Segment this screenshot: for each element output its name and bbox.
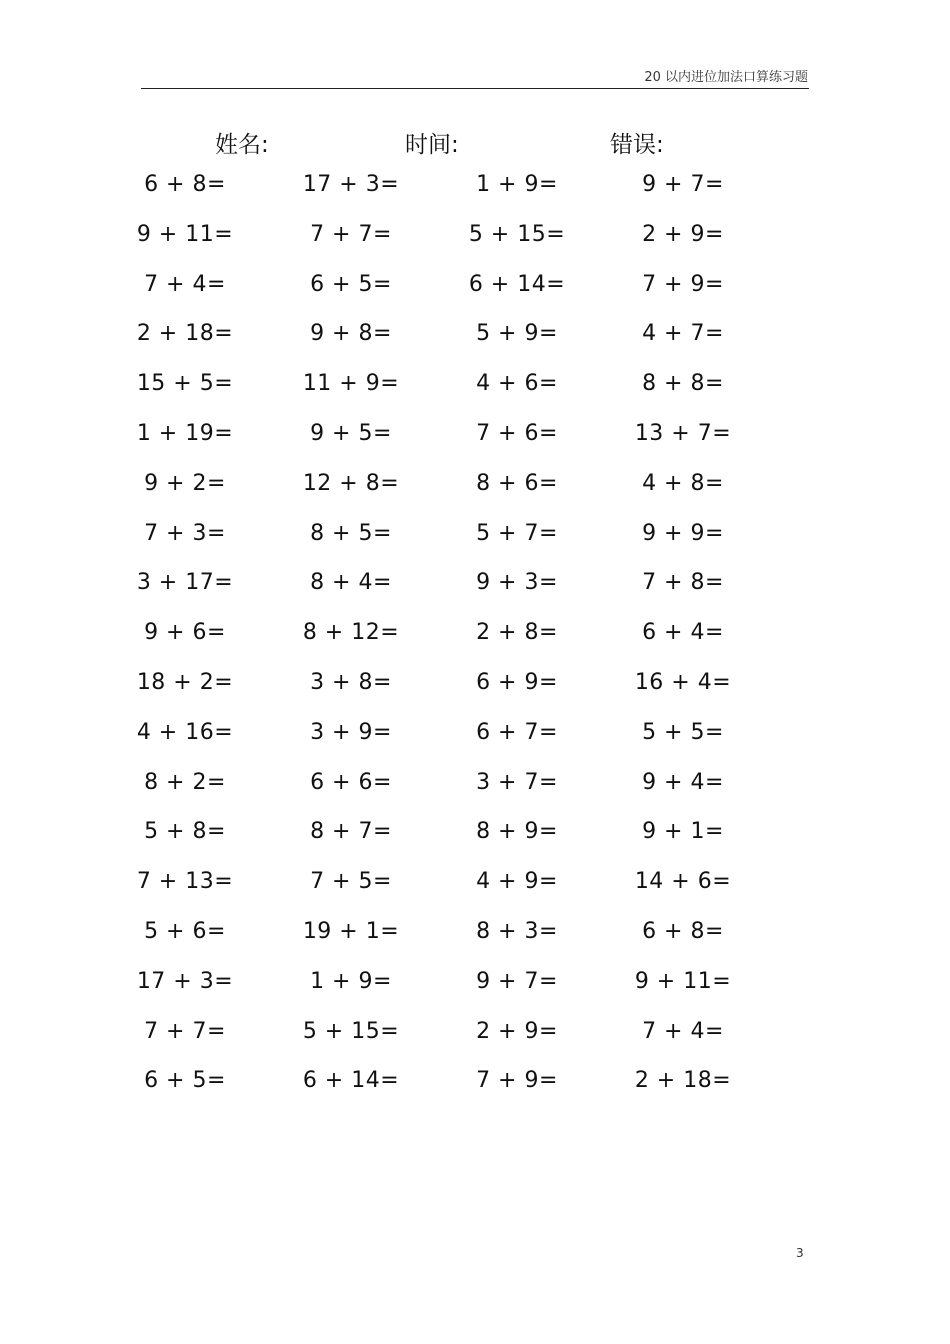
- addition-problem: 6 + 6=: [310, 769, 392, 795]
- problem-row: [0, 720, 950, 770]
- addition-problem: 8 + 2=: [144, 769, 226, 795]
- addition-problem: 9 + 2=: [144, 470, 226, 496]
- addition-problem: 9 + 7=: [476, 968, 558, 994]
- problem-row: [0, 919, 950, 969]
- addition-problem: 5 + 5=: [642, 719, 724, 745]
- header-title: 20 以内进位加法口算练习题: [644, 70, 808, 85]
- addition-problem: 6 + 14=: [468, 271, 566, 297]
- header-divider: [141, 88, 809, 89]
- addition-problem: 9 + 11=: [634, 968, 732, 994]
- errors-label: 错误:: [610, 132, 664, 158]
- name-label: 姓名:: [215, 132, 269, 158]
- addition-problem: 9 + 7=: [642, 172, 724, 197]
- time-label: 时间:: [405, 132, 459, 158]
- addition-problem: 8 + 12=: [302, 620, 400, 646]
- addition-problem: 8 + 6=: [476, 470, 558, 496]
- problem-row: [0, 670, 950, 720]
- addition-problem: 7 + 9=: [642, 271, 724, 297]
- addition-problem: 6 + 7=: [476, 719, 558, 745]
- addition-problem: 3 + 7=: [476, 769, 558, 795]
- addition-problem: 5 + 6=: [144, 918, 226, 944]
- addition-problem: 18 + 2=: [136, 669, 234, 695]
- addition-problem: 5 + 9=: [476, 321, 558, 347]
- addition-problem: 8 + 3=: [476, 918, 558, 944]
- problem-row: [0, 521, 950, 571]
- problem-row: [0, 1068, 950, 1118]
- addition-problem: 7 + 7=: [310, 221, 392, 247]
- problem-row: [0, 421, 950, 471]
- addition-problem: 7 + 7=: [144, 1018, 226, 1044]
- addition-problem: 15 + 5=: [136, 371, 234, 397]
- addition-problem: 6 + 5=: [144, 1068, 226, 1094]
- addition-problem: 13 + 7=: [634, 420, 732, 446]
- addition-problem: 6 + 8=: [144, 172, 226, 197]
- addition-problem: 4 + 6=: [476, 371, 558, 397]
- addition-problem: 7 + 8=: [642, 570, 724, 596]
- addition-problem: 14 + 6=: [634, 869, 732, 895]
- addition-problem: 7 + 3=: [144, 520, 226, 546]
- addition-problem: 3 + 9=: [310, 719, 392, 745]
- problem-row: [0, 770, 950, 820]
- addition-problem: 11 + 9=: [302, 371, 400, 397]
- addition-problem: 2 + 8=: [476, 620, 558, 646]
- addition-problem: 12 + 8=: [302, 470, 400, 496]
- addition-problem: 4 + 16=: [136, 719, 234, 745]
- addition-problem: 7 + 13=: [136, 869, 234, 895]
- addition-problem: 6 + 4=: [642, 620, 724, 646]
- addition-problem: 1 + 9=: [476, 172, 558, 197]
- addition-problem: 7 + 5=: [310, 869, 392, 895]
- addition-problem: 5 + 7=: [476, 520, 558, 546]
- addition-problem: 6 + 5=: [310, 271, 392, 297]
- addition-problem: 6 + 8=: [642, 918, 724, 944]
- addition-problem: 9 + 4=: [642, 769, 724, 795]
- addition-problem: 4 + 9=: [476, 869, 558, 895]
- addition-problem: 9 + 6=: [144, 620, 226, 646]
- addition-problem: 7 + 4=: [642, 1018, 724, 1044]
- addition-problem: 9 + 8=: [310, 321, 392, 347]
- problem-row: [0, 620, 950, 670]
- addition-problem: 3 + 8=: [310, 669, 392, 695]
- addition-problem: 17 + 3=: [136, 968, 234, 994]
- addition-problem: 5 + 15=: [302, 1018, 400, 1044]
- page-number: 3: [796, 1246, 804, 1260]
- addition-problem: 2 + 18=: [136, 321, 234, 347]
- addition-problem: 4 + 7=: [642, 321, 724, 347]
- addition-problem: 9 + 11=: [136, 221, 234, 247]
- addition-problem: 3 + 17=: [136, 570, 234, 596]
- addition-problem: 4 + 8=: [642, 470, 724, 496]
- problem-row: [0, 471, 950, 521]
- problem-row: [0, 172, 950, 222]
- problem-grid: [0, 172, 950, 1118]
- problem-row: [0, 819, 950, 869]
- student-info-row: [0, 126, 950, 160]
- addition-problem: 8 + 8=: [642, 371, 724, 397]
- addition-problem: 8 + 4=: [310, 570, 392, 596]
- addition-problem: 2 + 9=: [476, 1018, 558, 1044]
- problem-row: [0, 869, 950, 919]
- addition-problem: 2 + 18=: [634, 1068, 732, 1094]
- addition-problem: 8 + 5=: [310, 520, 392, 546]
- addition-problem: 9 + 9=: [642, 520, 724, 546]
- addition-problem: 9 + 3=: [476, 570, 558, 596]
- addition-problem: 17 + 3=: [302, 172, 400, 197]
- addition-problem: 1 + 9=: [310, 968, 392, 994]
- addition-problem: 8 + 9=: [476, 819, 558, 845]
- addition-problem: 7 + 6=: [476, 420, 558, 446]
- addition-problem: 9 + 1=: [642, 819, 724, 845]
- problem-row: [0, 321, 950, 371]
- addition-problem: 9 + 5=: [310, 420, 392, 446]
- addition-problem: 5 + 15=: [468, 221, 566, 247]
- addition-problem: 7 + 9=: [476, 1068, 558, 1094]
- addition-problem: 6 + 9=: [476, 669, 558, 695]
- problem-row: [0, 371, 950, 421]
- problem-row: [0, 570, 950, 620]
- problem-row: [0, 969, 950, 1019]
- addition-problem: 1 + 19=: [136, 420, 234, 446]
- addition-problem: 2 + 9=: [642, 221, 724, 247]
- addition-problem: 19 + 1=: [302, 918, 400, 944]
- problem-row: [0, 272, 950, 322]
- addition-problem: 6 + 14=: [302, 1068, 400, 1094]
- addition-problem: 5 + 8=: [144, 819, 226, 845]
- addition-problem: 7 + 4=: [144, 271, 226, 297]
- problem-row: [0, 1019, 950, 1069]
- addition-problem: 16 + 4=: [634, 669, 732, 695]
- problem-row: [0, 222, 950, 272]
- addition-problem: 8 + 7=: [310, 819, 392, 845]
